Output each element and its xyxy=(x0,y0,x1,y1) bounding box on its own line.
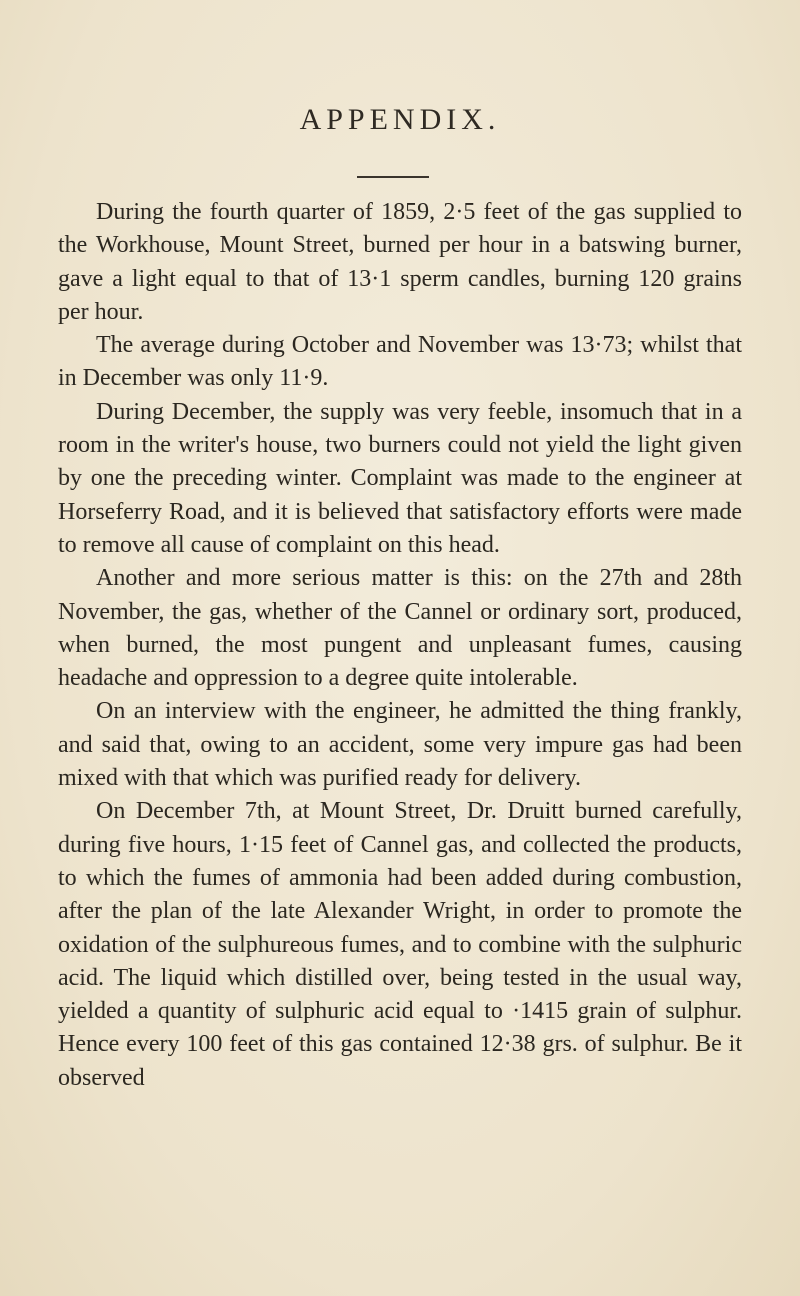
paragraph-5: On an interview with the engineer, he admitted the thing frankly, and said that, owing to an accident, some very impure gas had been mixed with that which was purified ready for delivery. xyxy=(58,698,742,792)
title-rule xyxy=(357,176,429,178)
body-text xyxy=(58,196,742,1095)
page-title: APPENDIX. xyxy=(299,103,501,136)
paragraph-2: The average during October and November was 13·73; whilst that in December was only 11·9. xyxy=(58,332,742,392)
paragraph-1: During the fourth quarter of 1859, 2·5 feet of the gas supplied to the Workhouse, Mount Street, burned per hour in a batswing burner, gave a light equal to that of 13·1 sperm candles, burning 120 grains per hour. xyxy=(58,199,742,325)
paragraph-3: During December, the supply was very feeble, insomuch that in a room in the writer's house, two burners could not yield the light given by one the preceding winter. Complaint was made to the engineer at Horseferry Road, and it is believed that satisfactory efforts were made to remove all cause of complaint on this head. xyxy=(58,398,742,558)
paragraph-6: On December 7th, at Mount Street, Dr. Druitt burned carefully, during five hours, 1·15 feet of Cannel gas, and collected the products, to which the fumes of ammonia had been added during combustion, after the plan of the late Alexander Wright, in order to promote the oxidation of the sulphureous fumes, and to combine with the sulphuric acid. The liquid which distilled over, being tested in the usual way, yielded a quantity of sulphuric acid equal to ·1415 grain of sulphur. Hence every 100 feet of this gas contained 12·38 grs. of sulphur. Be it observed xyxy=(58,798,742,1091)
paragraph-4: Another and more serious matter is this: on the 27th and 28th November, the gas, whether of the Cannel or ordinary sort, produced, when burned, the most pungent and unpleasant fumes, causing headache and oppression to a degree quite intolerable. xyxy=(58,565,742,692)
